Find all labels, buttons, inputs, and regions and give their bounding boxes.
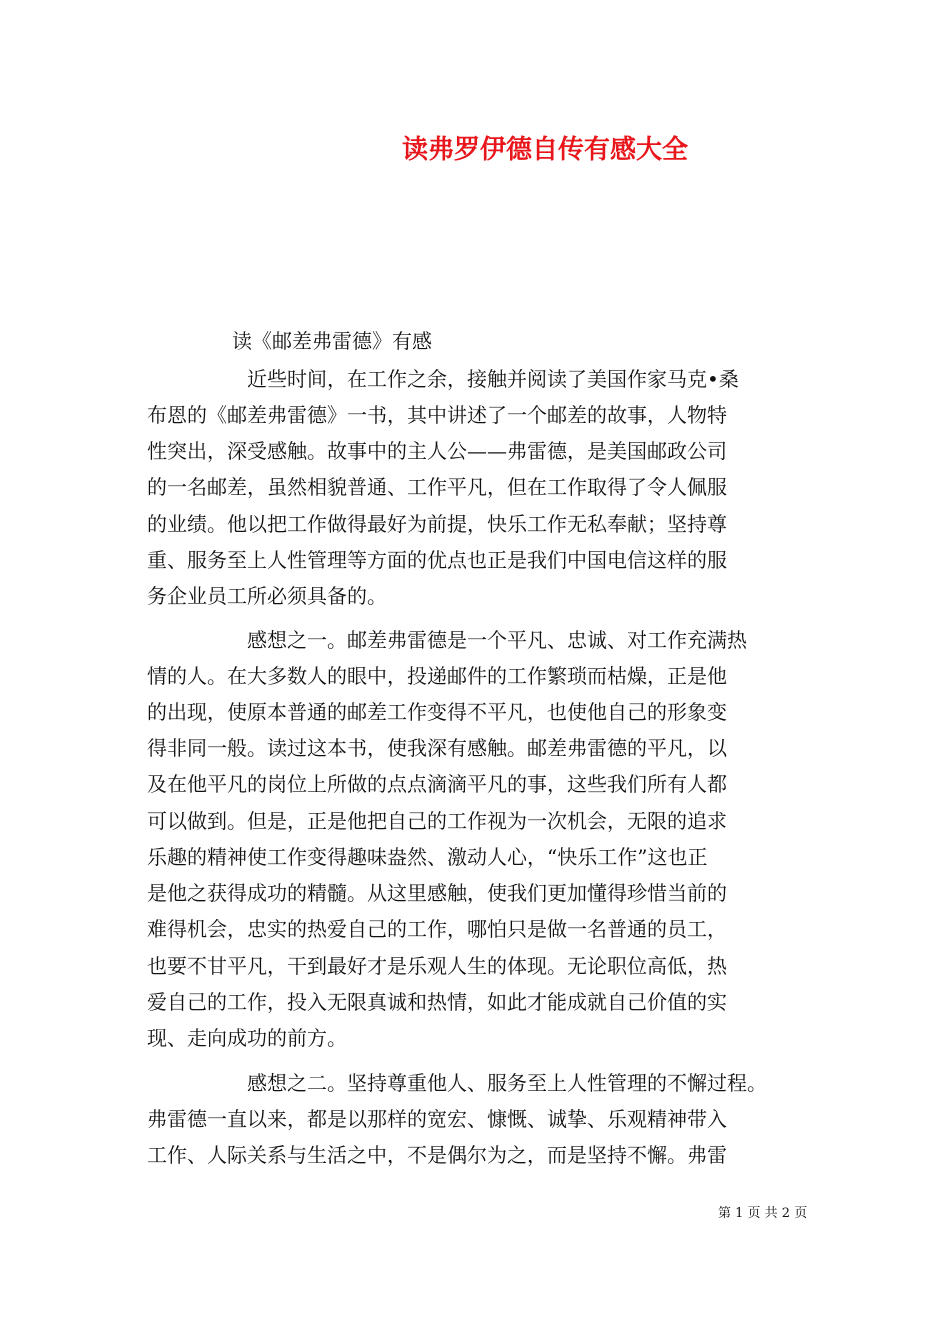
paragraph-line: 是他之获得成功的精髓。从这里感触，使我们更加懂得珍惜当前的 <box>147 881 727 905</box>
paragraph-line: 工作、人际关系与生活之中，不是偶尔为之，而是坚持不懈。弗雷 <box>147 1143 727 1167</box>
page-footer: 第 1 页 共 2 页 <box>718 1206 808 1221</box>
paragraph-line: 可以做到。但是，正是他把自己的工作视为一次机会，无限的追求 <box>147 809 727 833</box>
paragraph-line: 得非同一般。读过这本书，使我深有感触。邮差弗雷德的平凡，以 <box>147 736 727 760</box>
paragraph-line: 的业绩。他以把工作做得最好为前提，快乐工作无私奉献；坚持尊 <box>147 512 727 536</box>
paragraph-line: 近些时间，在工作之余，接触并阅读了美国作家马克•桑 <box>247 367 739 391</box>
paragraph-line: 性突出，深受感触。故事中的主人公——弗雷德，是美国邮政公司 <box>147 439 727 463</box>
paragraph-line: 也要不甘平凡，干到最好才是乐观人生的体现。无论职位高低，热 <box>147 954 727 978</box>
paragraph-line: 情的人。在大多数人的眼中，投递邮件的工作繁琐而枯燥，正是他 <box>147 664 727 688</box>
paragraph-line: 感想之一。邮差弗雷德是一个平凡、忠诚、对工作充满热 <box>247 628 747 652</box>
paragraph-line: 的出现，使原本普通的邮差工作变得不平凡，也使他自己的形象变 <box>147 700 727 724</box>
paragraph-line: 难得机会，忠实的热爱自己的工作，哪怕只是做一名普通的员工， <box>147 917 727 941</box>
paragraph-line: 弗雷德一直以来，都是以那样的宽宏、慷慨、诚挚、乐观精神带入 <box>147 1107 727 1131</box>
paragraph-line: 感想之二。坚持尊重他人、服务至上人性管理的不懈过程。 <box>247 1071 767 1095</box>
paragraph-line: 乐趣的精神使工作变得趣味盎然、激动人心，“快乐工作”这也正 <box>147 845 708 869</box>
paragraph-line: 及在他平凡的岗位上所做的点点滴滴平凡的事，这些我们所有人都 <box>147 772 727 796</box>
paragraph-line: 现、走向成功的前方。 <box>147 1026 347 1050</box>
document-title: 读弗罗伊德自传有感大全 <box>401 135 688 165</box>
paragraph-line: 务企业员工所必须具备的。 <box>147 584 387 608</box>
paragraph-line: 爱自己的工作，投入无限真诚和热情，如此才能成就自己价值的实 <box>147 990 727 1014</box>
document-subtitle: 读《邮差弗雷德》有感 <box>232 329 432 353</box>
paragraph-line: 的一名邮差，虽然相貌普通、工作平凡，但在工作取得了令人佩服 <box>147 475 727 499</box>
paragraph-line: 布恩的《邮差弗雷德》一书，其中讲述了一个邮差的故事，人物特 <box>147 403 727 427</box>
paragraph-line: 重、服务至上人性管理等方面的优点也正是我们中国电信这样的服 <box>147 548 727 572</box>
